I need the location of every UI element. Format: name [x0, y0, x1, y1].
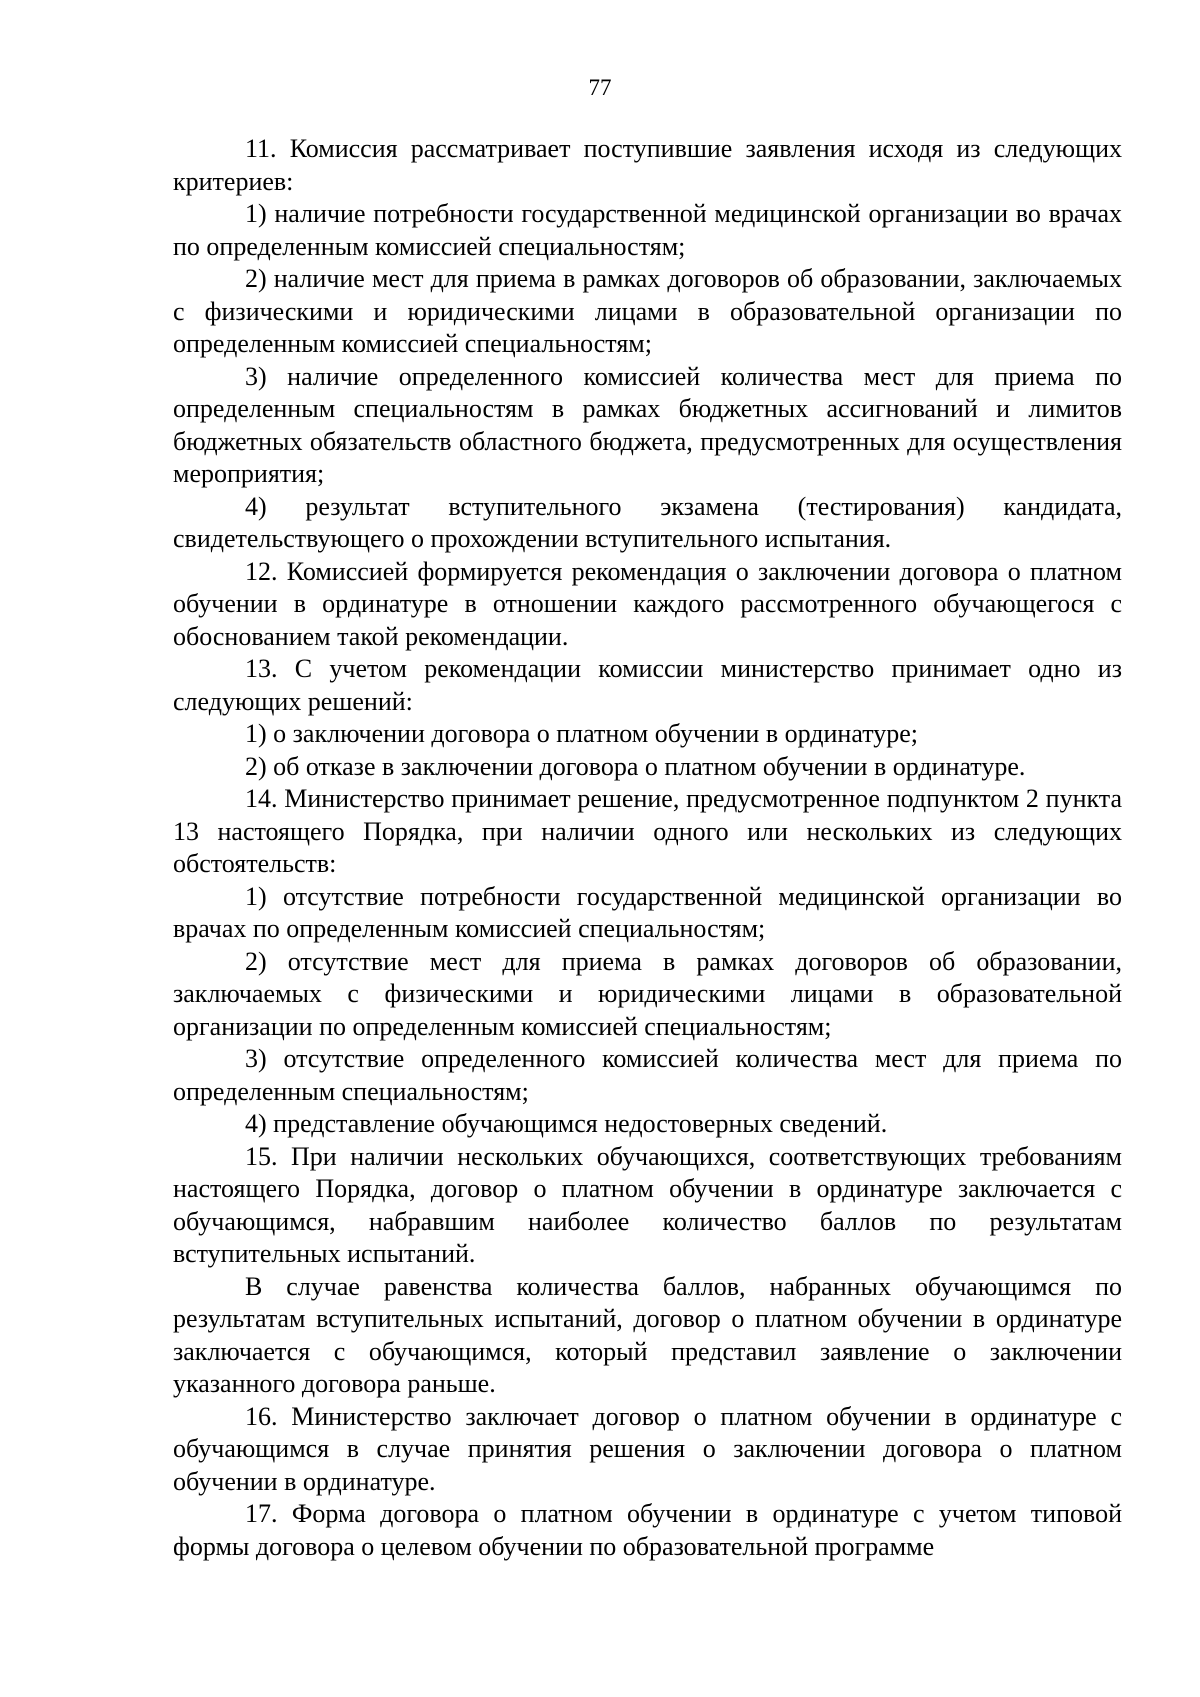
circumstance-4: 4) представление обучающимся недостоверных сведений.: [245, 1109, 888, 1138]
paragraph-15: 15. При наличии нескольких обучающихся, соответствующих требованиям настоящего Порядка, договор о платном обучении в ординатуре заключается с обучающимся, набравшим наиболее количество баллов по результатам вступительных испытаний.: [173, 1141, 1122, 1268]
criterion-3: 3) наличие определенного комиссией количества мест для приема по определенным специальностям в рамках бюджетных ассигнований и лимитов бюджетных обязательств областного бюджета, предусмотренных для осуществления мероприятия;: [173, 361, 1122, 488]
decision-1: 1) о заключении договора о платном обучении в ординатуре;: [245, 719, 918, 748]
criterion-4: 4) результат вступительного экзамена (тестирования) кандидата, свидетельствующего о прохождении вступительного испытания.: [173, 491, 1122, 553]
paragraph-16: 16. Министерство заключает договор о платном обучении в ординатуре с обучающимся в случае принятия решения о заключении договора о платном обучении в ординатуре.: [173, 1401, 1122, 1496]
page-number: 77: [588, 75, 612, 100]
paragraph-11: 11. Комиссия рассматривает поступившие заявления исходя из следующих критериев:: [173, 134, 1122, 196]
decision-2: 2) об отказе в заключении договора о платном обучении в ординатуре.: [245, 751, 1026, 781]
circumstance-3: 3) отсутствие определенного комиссией количества мест для приема по определенным специальностям;: [173, 1044, 1122, 1106]
criterion-1: 1) наличие потребности государственной медицинской организации во врачах по определенным комиссией специальностям;: [173, 199, 1122, 261]
paragraph-15-continuation: В случае равенства количества баллов, набранных обучающимся по результатам вступительных испытаний, договор о платном обучении в ординатуре заключается с обучающимся, который представил заявление о заключении указанного договора раньше.: [173, 1271, 1122, 1398]
circumstance-2: 2) отсутствие мест для приема в рамках договоров об образовании, заключаемых с физическими и юридическими лицами в образовательной организации по определенным комиссией специальностям;: [173, 946, 1122, 1041]
document-body: [173, 133, 1122, 1563]
criterion-2: 2) наличие мест для приема в рамках договоров об образовании, заключаемых с физическими и юридическими лицами в образовательной организации по определенным комиссией специальностям;: [173, 264, 1122, 358]
paragraph-12: 12. Комиссией формируется рекомендация о заключении договора о платном обучении в ординатуре в отношении каждого рассмотренного обучающегося с обоснованием такой рекомендации.: [173, 556, 1122, 651]
circumstance-1: 1) отсутствие потребности государственной медицинской организации во врачах по определенным комиссией специальностям;: [173, 881, 1122, 943]
paragraph-14: 14. Министерство принимает решение, предусмотренное подпунктом 2 пункта 13 настоящего Порядка, при наличии одного или нескольких из следующих обстоятельств:: [173, 784, 1122, 878]
paragraph-17: 17. Форма договора о платном обучении в ординатуре с учетом типовой формы договора о целевом обучении по образовательной программе: [173, 1499, 1122, 1561]
paragraph-13: 13. С учетом рекомендации комиссии министерство принимает одно из следующих решений:: [173, 654, 1122, 716]
